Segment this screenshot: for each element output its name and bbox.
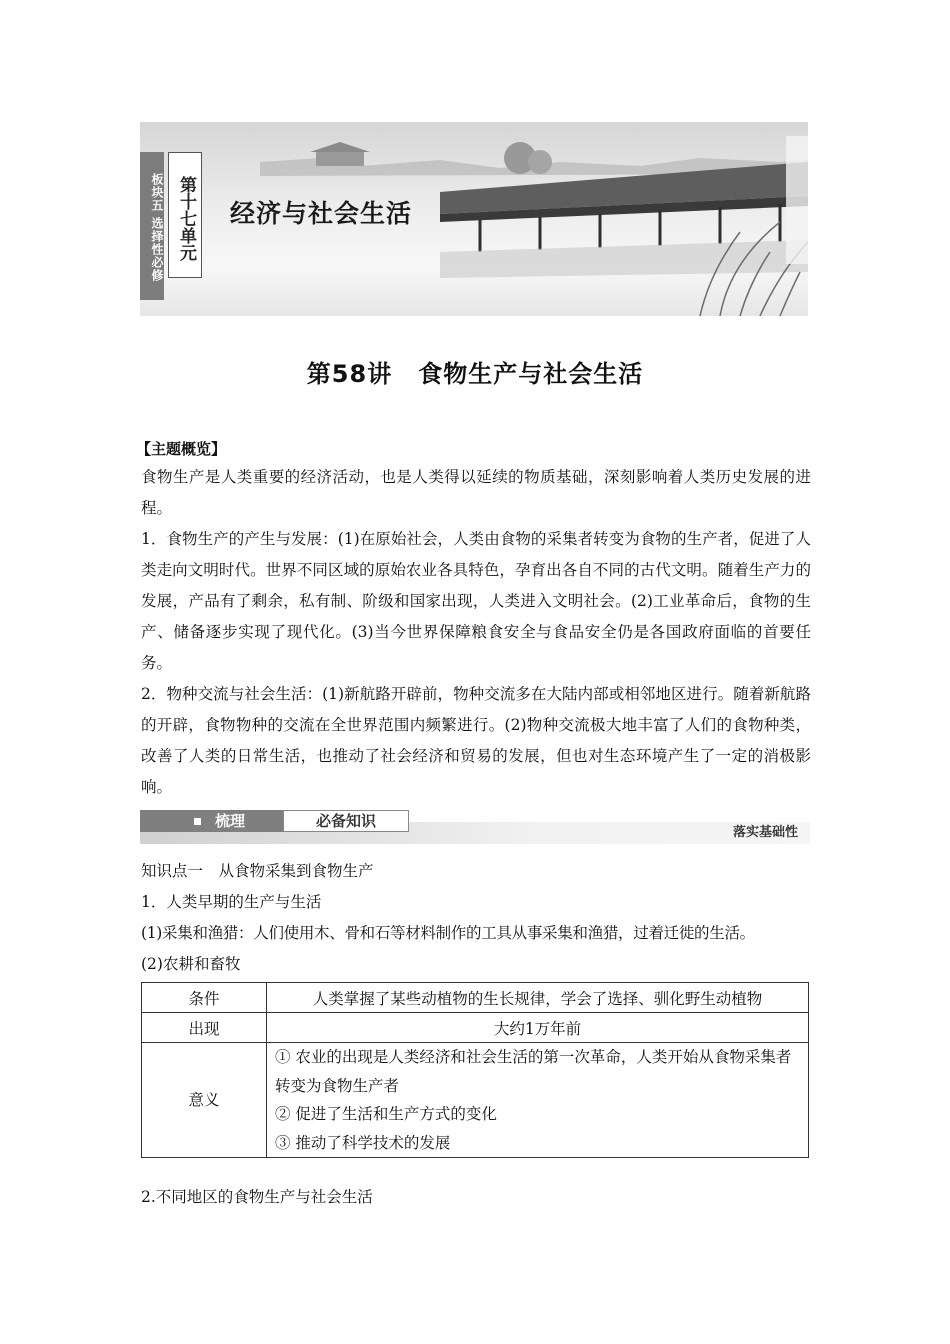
table-cell-label: 条件 xyxy=(142,983,267,1013)
table-cell-value xyxy=(267,1043,809,1158)
significance-item: ① 农业的出现是人类经济和社会生活的第一次革命，人类开始从食物采集者转变为食物生产者 xyxy=(275,1048,792,1095)
table-row xyxy=(142,983,809,1013)
section-bar-left xyxy=(140,810,283,832)
significance-item: ③ 推动了科学技术的发展 xyxy=(275,1133,451,1152)
overview-body xyxy=(141,462,811,803)
knowledge-item: 2.不同地区的食物生产与社会生活 xyxy=(141,1188,373,1206)
knowledge-section xyxy=(141,856,811,980)
table-row xyxy=(142,1043,809,1158)
knowledge-item-2 xyxy=(141,1182,811,1213)
table-cell-value: 大约1万年前 xyxy=(267,1013,809,1043)
overview-paragraph: 1．食物生产的产生与发展：(1)在原始社会，人类由食物的采集者转变为食物的生产者，促进了人类走向文明时代。世界不同区域的原始农业各具特色，孕育出各自不同的古代文明。随着生产力的发展，产品有了剩余，私有制、阶级和国家出现，人类进入文明社会。(2)工业革命后，食物的生产、储备逐步实现了现代化。(3)当今世界保障粮食安全与食品安全仍是各国政府面临的首要任务。 xyxy=(141,530,811,672)
module-side-tab: 板块五 选择性必修 xyxy=(140,152,164,300)
unit-label: 第十七单元 xyxy=(168,152,202,278)
overview-paragraph: 2．物种交流与社会生活：(1)新航路开辟前，物种交流多在大陆内部或相邻地区进行。随着新航路的开辟，食物物种的交流在全世界范围内频繁进行。(2)物种交流极大地丰富了人们的食物种类，改善了人类的日常生活，也推动了社会经济和贸易的发展，但也对生态环境产生了一定的消极影响。 xyxy=(141,685,811,796)
overview-paragraph: 食物生产是人类重要的经济活动，也是人类得以延续的物质基础，深刻影响着人类历史发展的进程。 xyxy=(141,468,811,517)
section-bar-right-label: 落实基础性 xyxy=(732,825,798,840)
knowledge-item: (1)采集和渔猎：人们使用木、骨和石等材料制作的工具从事采集和渔猎，过着迁徙的生活。 xyxy=(141,924,755,942)
significance-item: ② 促进了生活和生产方式的变化 xyxy=(275,1105,497,1123)
square-bullet-icon xyxy=(194,818,201,825)
lecture-number: 第58讲 xyxy=(306,360,393,388)
section-bar xyxy=(140,808,810,850)
section-bar-left-label: 梳理 xyxy=(215,812,246,830)
knowledge-point-title: 知识点一 从食物采集到食物生产 xyxy=(141,862,374,880)
knowledge-item: 1．人类早期的生产与生活 xyxy=(141,893,322,911)
knowledge-item: (2)农耕和畜牧 xyxy=(141,955,241,973)
table-cell-label: 出现 xyxy=(142,1013,267,1043)
table-row xyxy=(142,1013,809,1043)
agriculture-table xyxy=(141,982,809,1158)
unit-banner xyxy=(140,122,808,316)
unit-title: 经济与社会生活 xyxy=(230,199,413,228)
lecture-title: 食物生产与社会生活 xyxy=(418,360,644,388)
section-bar-middle-label: 必备知识 xyxy=(283,810,409,832)
overview-heading: 【主题概览】 xyxy=(136,440,227,458)
table-cell-label: 意义 xyxy=(142,1043,267,1158)
page-title xyxy=(0,354,950,389)
table-cell-value: 人类掌握了某些动植物的生长规律，学会了选择、驯化野生动植物 xyxy=(267,983,809,1013)
